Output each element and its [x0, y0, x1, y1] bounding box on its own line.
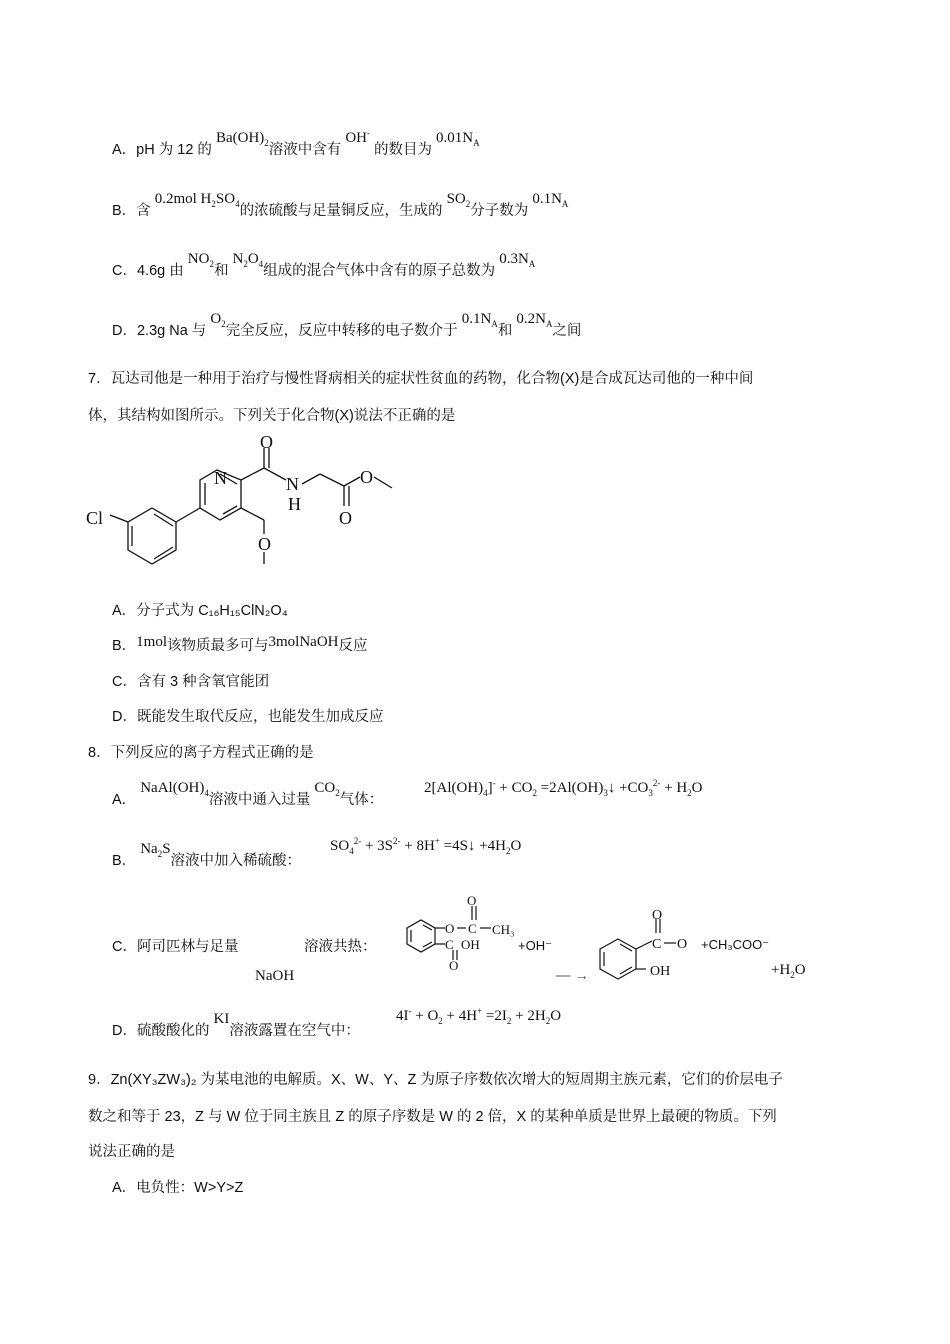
option-text: 气体： — [339, 792, 384, 808]
acetate-product: +CH₃COO⁻ — [701, 937, 770, 952]
option-letter: B． — [112, 853, 137, 869]
formula-ki: KI — [213, 1011, 230, 1027]
option-letter: B． — [112, 203, 137, 219]
reaction-arrow: — → — [556, 968, 590, 984]
equation-b: $SO_4^{2-} + 3S^{2-} + 8H^+$ =4S↓ $+4H_2O$ — [330, 836, 522, 856]
option-text: 既能发生取代反应，也能发生加成反应 — [136, 709, 384, 725]
option-text: 完全反应，反应中转移的电子数介于 — [225, 323, 458, 339]
option-letter: D． — [112, 1023, 137, 1039]
option-text: 和 — [213, 263, 229, 279]
option-letter: A． — [112, 792, 137, 808]
option-letter: C． — [112, 939, 137, 955]
salicylate-o-top: O — [652, 908, 663, 923]
q6-option-d — [112, 311, 582, 341]
aspirin-structure — [385, 890, 555, 970]
q6-option-a — [112, 128, 480, 160]
aspirin-c1: C — [468, 921, 477, 936]
option-text: 含 — [136, 203, 151, 219]
option-letter: C． — [112, 263, 137, 279]
q7-option-a — [112, 601, 288, 621]
option-text: 溶液共热： — [304, 939, 377, 955]
option-letter: B． — [112, 638, 137, 654]
option-text: pH 为 12 的 — [136, 142, 212, 158]
option-text: 溶液中通入过量 — [208, 792, 311, 808]
option-text: 分子数为 — [470, 203, 529, 219]
q9-stem-line3: 说法正确的是 — [88, 1144, 175, 1160]
option-text: 硫酸酸化的 — [136, 1023, 210, 1039]
water-product: $+H_2O$ — [771, 962, 806, 980]
formula-3molnaoh: 3molNaOH — [268, 634, 339, 650]
formula-1mol: 1mol — [136, 634, 168, 650]
salicylate-o: O — [677, 937, 688, 952]
formula-so2: $SO_2$ — [446, 191, 471, 209]
q7-option-d — [112, 707, 383, 727]
formula-o2: $O_2$ — [210, 311, 226, 329]
ester-o-label: O — [360, 467, 373, 487]
formula-oh-ion: OH- — [345, 128, 370, 146]
amide-h-label: H — [288, 494, 301, 514]
formula-0.1na: $0.1N_A$ — [461, 311, 498, 329]
salicylate-c: C — [652, 937, 662, 952]
option-text: 反应 — [338, 638, 368, 654]
option-letter: C． — [112, 674, 137, 690]
option-letter: D． — [112, 709, 137, 725]
equation-a: $2[Al(OH)_4]^- + CO_2$ $=2Al(OH)_3↓ +CO_3^{2-} + H_2O$ — [424, 778, 703, 798]
formula-0.2na: $0.2N_A$ — [516, 311, 553, 329]
option-text: 分子式为 C₁₆H₁₅ClN₂O₄ — [136, 603, 288, 619]
option-text: 溶液中含有 — [268, 142, 342, 158]
amide-n-label: N — [286, 474, 299, 494]
methoxy-o-label: O — [258, 534, 271, 554]
hydroxide-reactant: +OH⁻ — [518, 938, 552, 953]
q9-option-a — [112, 1178, 243, 1198]
formula-naoh: NaOH — [255, 968, 295, 984]
option-text: 4.6g 由 — [136, 263, 184, 279]
option-text: 溶液中加入稀硫酸： — [170, 853, 302, 869]
option-text: 电负性：W>Y>Z — [136, 1180, 244, 1196]
option-text: 的数目为 — [369, 142, 433, 158]
formula-0.3na: $0.3N_A$ — [499, 251, 536, 269]
option-text: 阿司匹林与足量 — [136, 939, 239, 955]
chlorine-label: Cl — [86, 508, 104, 528]
option-text: 组成的混合气体中含有的原子总数为 — [263, 263, 496, 279]
aspirin-oh: OH — [461, 937, 480, 952]
formula-no2: $NO_2$ — [187, 251, 214, 269]
q6-option-b — [112, 191, 569, 221]
q8-option-c — [112, 937, 238, 957]
q7-option-c — [112, 672, 269, 692]
q7-option-b — [112, 636, 368, 656]
pyridine-n-label: N — [214, 468, 227, 488]
aspirin-ch3: CH₃ — [492, 922, 515, 937]
formula-baoh2: $Ba(OH)_2$ — [215, 130, 269, 148]
salicylate-oh: OH — [650, 964, 671, 979]
q8-option-b — [112, 841, 302, 871]
compound-x-structure — [80, 434, 420, 584]
option-letter: A． — [112, 1180, 137, 1196]
aspirin-c2: C — [445, 937, 454, 952]
option-text: 之间 — [552, 323, 582, 339]
option-letter: A． — [112, 603, 137, 619]
aspirin-o-bottom: O — [449, 958, 459, 970]
option-text: 该物质最多可与 — [167, 638, 269, 654]
formula-co2: $CO_2$ — [314, 780, 340, 798]
option-letter: A． — [112, 142, 137, 158]
formula-h2so4: 0.2mol $H_2SO_4$ — [154, 191, 240, 209]
formula-0.1na: $0.1N_A$ — [532, 191, 569, 209]
carbonyl-o-label: O — [339, 508, 352, 528]
q8-stem: 8．下列反应的离子方程式正确的是 — [88, 745, 314, 761]
equation-d: $4I^- + O_2 + 4H^+ =2I_2 + 2H_2O$ — [396, 1006, 562, 1026]
option-text: 的浓硫酸与足量铜反应，生成的 — [239, 203, 443, 219]
q7-stem-line2: 体，其结构如图所示。下列关于化合物(X)说法不正确的是 — [88, 408, 456, 424]
formula-na2s: $Na_2S$ — [140, 841, 171, 859]
option-text: 和 — [497, 323, 513, 339]
aspirin-o-top: O — [467, 893, 477, 908]
aspirin-o-ester: O — [445, 921, 455, 936]
option-text: 含有 3 种含氧官能团 — [136, 674, 270, 690]
amide-o-label: O — [260, 434, 273, 452]
q8-option-d — [112, 1011, 360, 1041]
q8-option-a — [112, 780, 384, 810]
q9-stem-line2: 数之和等于 23，Z 与 W 位于同主族且 Z 的原子序数是 W 的 2 倍，X 的某种单质是世界上最硬的物质。下列 — [88, 1109, 777, 1125]
formula-naaloh4: $NaAl(OH)_4$ — [140, 780, 209, 798]
q9-stem-line1: 9．Zn(XY₃ZW₃)₂ 为某电池的电解质。X、W、Y、Z 为原子序数依次增大的短周期主族元素，它们的价层电子 — [88, 1072, 783, 1088]
formula-0.01na: $0.01N_A$ — [436, 130, 480, 148]
q7-stem-line1: 7．瓦达司他是一种用于治疗与慢性肾病相关的症状性贫血的药物，化合物(X)是合成瓦达司他的一种中间 — [88, 371, 754, 387]
option-letter: D． — [112, 323, 137, 339]
option-text: 溶液露置在空气中： — [229, 1023, 360, 1039]
option-text: 2.3g Na 与 — [136, 323, 207, 339]
q6-option-c — [112, 251, 536, 281]
formula-n2o4: $N_2O_4$ — [232, 251, 264, 269]
